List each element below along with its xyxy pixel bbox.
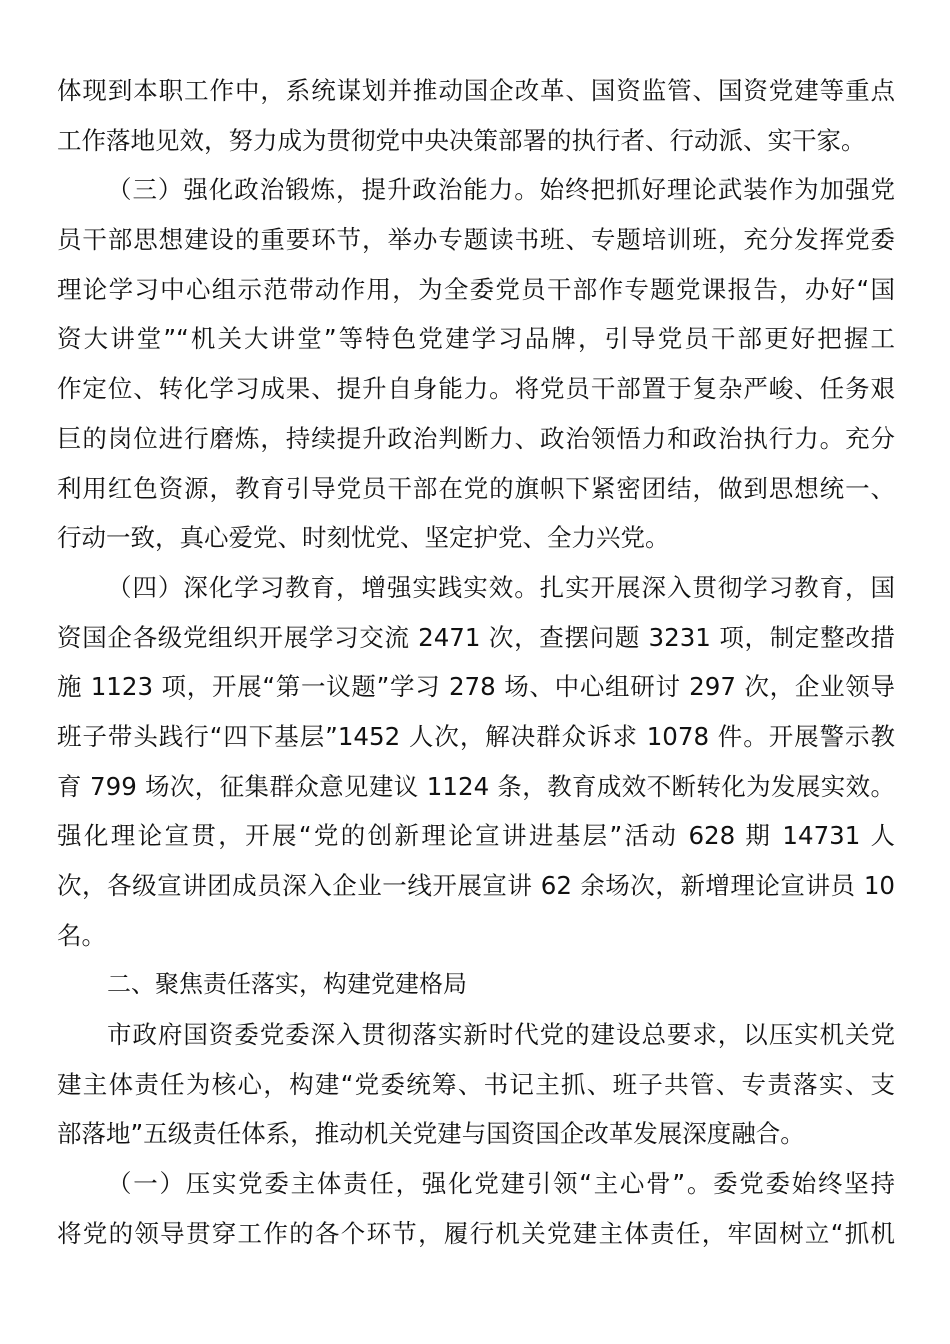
paragraph-deepen-learning-education [57,563,895,961]
text-line: 资大讲堂”“机关大讲堂”等特色党建学习品牌，引导党员干部更好把握工 [57,324,895,354]
text-line: （一）压实党委主体责任，强化党建引领“主心骨”。委党委始终坚持 [107,1169,895,1199]
text-line: 行动一致，真心爱党、时刻忧党、坚定护党、全力兴党。 [57,523,670,553]
text-line: 利用红色资源，教育引导党员干部在党的旗帜下紧密团结，做到思想统一、 [57,473,895,503]
text-line: 育 799 场次，征集群众意见建议 1124 条，教育成效不断转化为发展实效。 [57,771,895,801]
text-line: 建主体责任为核心，构建“党委统筹、书记主抓、班子共管、专责落实、支 [57,1069,895,1099]
text-line: （四）深化学习教育，增强实践实效。扎实开展深入贯彻学习教育，国 [107,572,895,602]
paragraph-continuation [57,66,895,165]
text-line: 名。 [57,920,106,950]
text-line: （三）强化政治锻炼，提升政治能力。始终把抓好理论武装作为加强党 [107,175,895,205]
text-line: 作定位、转化学习成果、提升自身能力。将党员干部置于复杂严峻、任务艰 [57,374,895,404]
text-line: 部落地”五级责任体系，推动机关党建与国资国企改革发展深度融合。 [57,1119,805,1149]
text-line: 次，各级宣讲团成员深入企业一线开展宣讲 62 余场次，新增理论宣讲员 10 [57,871,895,900]
text-line: 资国企各级党组织开展学习交流 2471 次，查摆问题 3231 项，制定整改措 [57,622,895,652]
text-line: 将党的领导贯穿工作的各个环节，履行机关党建主体责任，牢固树立“抓机 [57,1218,895,1248]
paragraph-strengthen-political-training [57,165,895,563]
paragraph-party-committee-responsibility [57,1159,895,1258]
text-line: 市政府国资委党委深入贯彻落实新时代党的建设总要求，以压实机关党 [107,1020,895,1050]
text-line: 员干部思想建设的重要环节，举办专题读书班、专题培训班，充分发挥党委 [57,225,895,255]
section-heading-two [57,960,895,1010]
text-line: 体现到本职工作中，系统谋划并推动国企改革、国资监管、国资党建等重点 [57,76,895,105]
text-line: 巨的岗位进行磨炼，持续提升政治判断力、政治领悟力和政治执行力。充分 [57,423,895,453]
section-heading-text: 二、聚焦责任落实，构建党建格局 [107,970,467,999]
document-page [57,66,895,1259]
paragraph-section-two-intro [57,1010,895,1159]
text-line: 班子带头践行“四下基层”1452 人次，解决群众诉求 1078 件。开展警示教 [57,721,895,751]
text-line: 工作落地见效，努力成为贯彻党中央决策部署的执行者、行动派、实干家。 [57,125,866,155]
text-line: 理论学习中心组示范带动作用，为全委党员干部作专题党课报告，办好“国 [57,274,895,304]
text-line: 施 1123 项，开展“第一议题”学习 278 场、中心组研讨 297 次，企业领导 [57,672,895,702]
text-line: 强化理论宣贯，开展“党的创新理论宣讲进基层”活动 628 期 14731 人 [57,821,895,851]
